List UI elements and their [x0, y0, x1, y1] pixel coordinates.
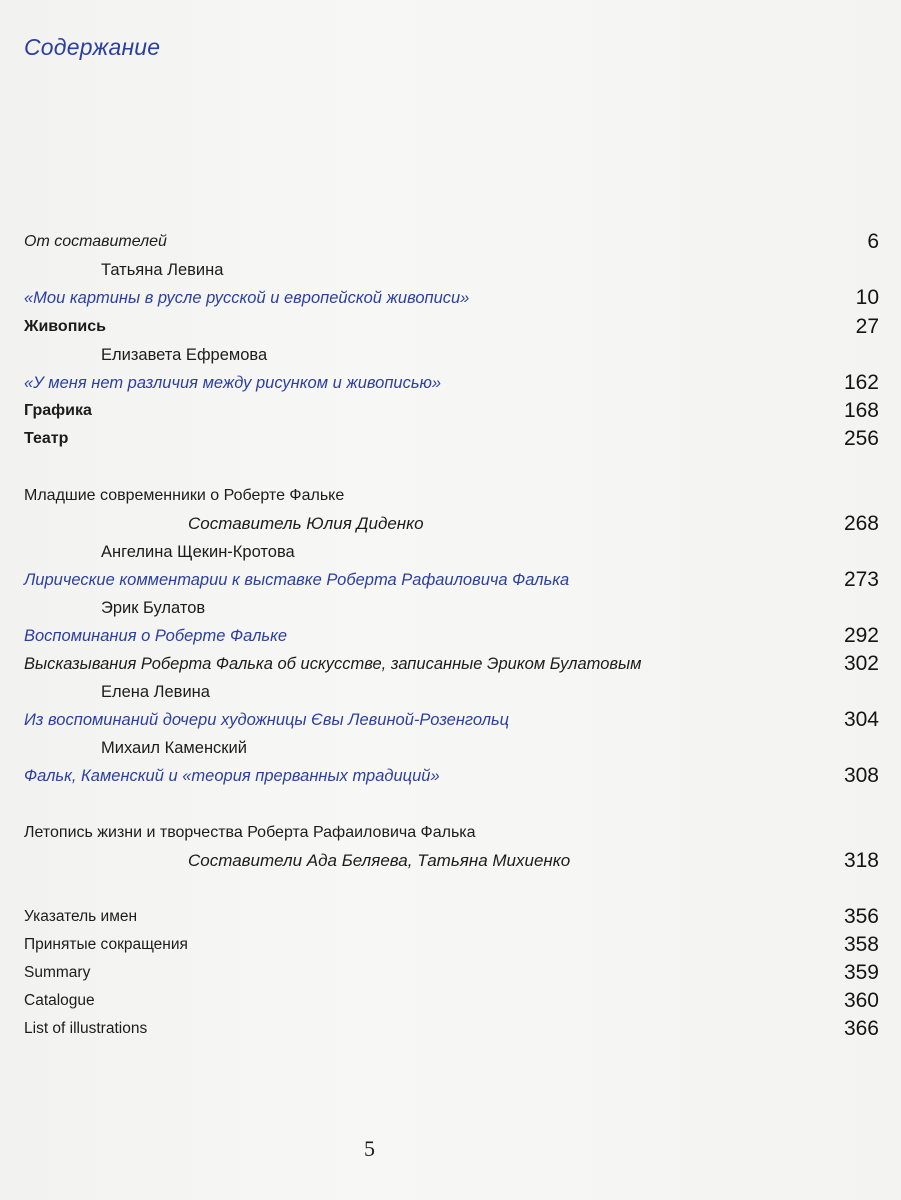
toc-entry-title: «У меня нет различия между рисунком и живописью»: [24, 374, 442, 392]
toc-entry-title: Елизавета Ефремова: [101, 346, 268, 364]
toc-entry-title: Елена Левина: [101, 683, 210, 701]
toc-entry-page: 10: [855, 286, 879, 309]
toc-entry-page: 162: [843, 371, 879, 394]
toc-entry: [24, 425, 879, 451]
toc-entry-title: «Мои картины в русле русской и европейской живописи»: [24, 289, 470, 307]
toc-entry-page: 6: [867, 230, 879, 253]
toc-entry-page: 302: [843, 652, 879, 675]
toc-entry-title: От составителей: [24, 233, 167, 250]
toc-entry: [24, 903, 879, 929]
toc-entry-page: 168: [843, 399, 879, 422]
toc-entry-title: Младшие современники о Роберте Фальке: [24, 487, 345, 504]
toc-entry: [24, 622, 879, 648]
toc-entry: [24, 510, 879, 536]
toc-entry-title: Графика: [24, 402, 92, 419]
page-title: Содержание: [24, 34, 161, 60]
toc-entry: [24, 369, 879, 395]
toc-entry-page: 304: [843, 708, 879, 731]
toc-entry-page: 27: [855, 315, 879, 338]
toc-entry-title: Принятые сокращения: [24, 936, 188, 953]
toc-entry-title: Театр: [24, 430, 69, 447]
toc-entry: [24, 762, 879, 788]
toc-entry: [24, 734, 879, 760]
toc-entry: [24, 706, 879, 732]
toc-entry: [24, 650, 879, 676]
toc-entry-title: Catalogue: [24, 992, 95, 1009]
toc-entry-title: Живопись: [24, 318, 106, 335]
toc-entry: [24, 931, 879, 957]
toc-entry-page: 256: [843, 427, 879, 450]
toc-entry: [24, 847, 879, 873]
toc-entry: [24, 228, 879, 254]
toc-entry-title: Воспоминания о Роберте Фальке: [24, 627, 288, 645]
toc-entry-title: Из воспоминаний дочери художницы Євы Левиной-Розенгольц: [24, 711, 510, 729]
toc-entry: [24, 256, 879, 282]
toc-entry: [24, 594, 879, 620]
toc-entry-page: 356: [843, 905, 879, 928]
toc-entry: [24, 819, 879, 845]
toc-entry: [24, 959, 879, 985]
toc-entry-title: Составители Ада Беляева, Татьяна Михиенко: [188, 851, 571, 870]
toc-entry-title: Указатель имен: [24, 908, 138, 925]
toc-entry: [24, 1015, 879, 1041]
toc-entry-title: Ангелина Щекин-Кротова: [101, 543, 295, 561]
toc-entry: [24, 482, 879, 508]
toc-entry-page: 366: [843, 1017, 879, 1040]
toc-entry: [24, 538, 879, 564]
toc-entry: [24, 313, 879, 339]
toc-entry-title: Татьяна Левина: [101, 261, 224, 279]
toc-entry-title: Высказывания Роберта Фалька об искусстве, записанные Эриком Булатовым: [24, 655, 642, 673]
toc-entry-page: 359: [843, 961, 879, 984]
page-number: 5: [364, 1136, 375, 1161]
toc-entry: [24, 397, 879, 423]
toc-entry-title: Эрик Булатов: [101, 599, 206, 617]
toc-entry-title: Составитель Юлия Диденко: [188, 514, 424, 533]
toc-entry-page: 318: [843, 849, 879, 872]
toc-entry: [24, 987, 879, 1013]
toc-entry-title: Summary: [24, 964, 91, 981]
toc-entry-page: 268: [843, 512, 879, 535]
toc-entry-title: List of illustrations: [24, 1020, 148, 1037]
toc-entry-page: 273: [843, 568, 879, 591]
toc-entry: [24, 341, 879, 367]
toc-entry-title: Лирические комментарии к выставке Роберта Рафаиловича Фалька: [24, 571, 570, 589]
toc-entry-page: 360: [843, 989, 879, 1012]
toc-entry-page: 308: [843, 764, 879, 787]
toc-entry-page: 358: [843, 933, 879, 956]
toc-entry-title: Михаил Каменский: [101, 739, 247, 757]
toc-entry: [24, 284, 879, 310]
toc-entry-page: 292: [843, 624, 879, 647]
toc-entry-title: Летопись жизни и творчества Роберта Рафаиловича Фалька: [24, 824, 476, 841]
toc-entry: [24, 678, 879, 704]
toc-entry-title: Фальк, Каменский и «теория прерванных традиций»: [24, 767, 440, 785]
toc-entry: [24, 566, 879, 592]
